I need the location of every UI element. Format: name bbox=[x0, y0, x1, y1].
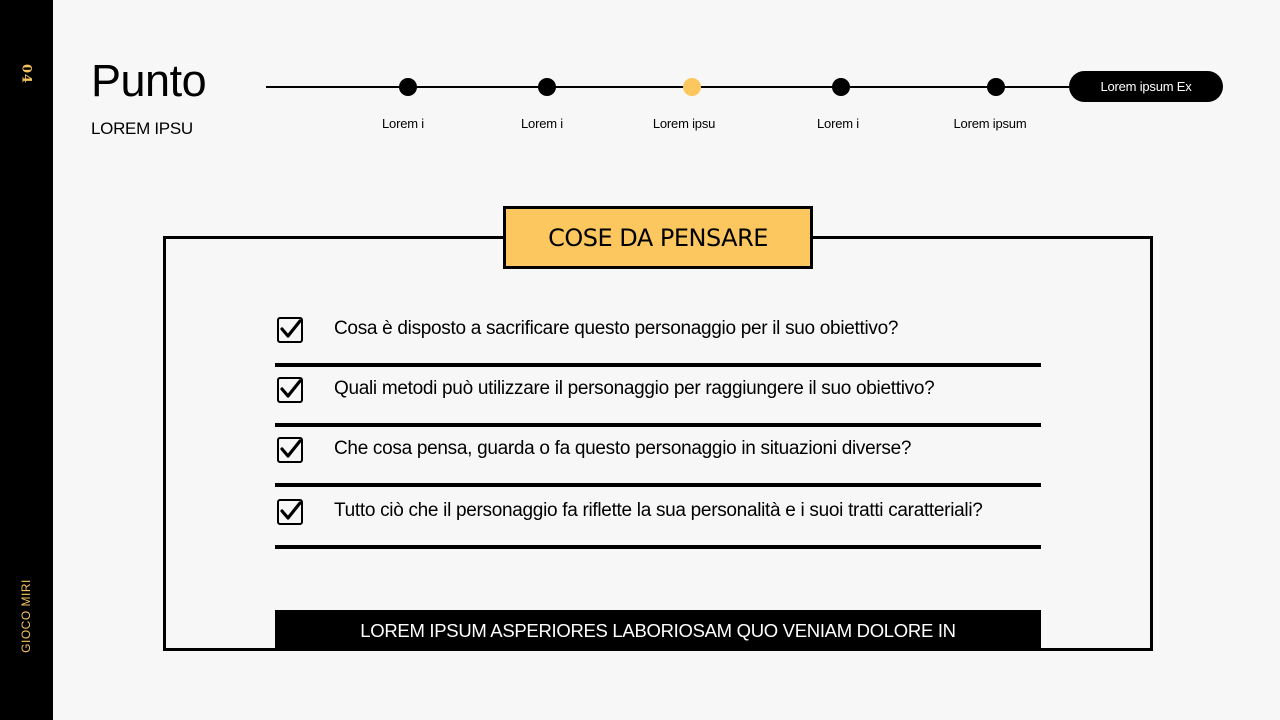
page-number: 04 bbox=[18, 63, 34, 85]
checkbox-checked-icon[interactable] bbox=[277, 377, 303, 403]
checklist-item bbox=[275, 487, 1041, 549]
checklist-item-text: Che cosa pensa, guarda o fa questo personaggio in situazioni diverse? bbox=[334, 438, 912, 459]
timeline-line bbox=[266, 86, 1086, 88]
timeline-step-1-label[interactable]: Lorem i bbox=[382, 116, 424, 131]
timeline-step-2-dot[interactable] bbox=[538, 78, 556, 96]
checklist-item-text: Cosa è disposto a sacrificare questo personaggio per il suo obiettivo? bbox=[334, 318, 899, 339]
checkbox-checked-icon[interactable] bbox=[277, 499, 303, 525]
timeline-step-5-label[interactable]: Lorem ipsum bbox=[953, 116, 1027, 131]
timeline-step-3-label[interactable]: Lorem ipsu bbox=[652, 116, 716, 131]
timeline-end-pill[interactable]: Lorem ipsum Ex bbox=[1069, 71, 1223, 102]
timeline-step-4-label[interactable]: Lorem i bbox=[817, 116, 859, 131]
page-subtitle: LOREM IPSU bbox=[91, 119, 193, 138]
checklist-item bbox=[275, 365, 1041, 427]
brand-label: GIOCO MIRI bbox=[19, 579, 33, 653]
timeline-step-4-dot[interactable] bbox=[832, 78, 850, 96]
checklist-item bbox=[275, 305, 1041, 367]
checkbox-checked-icon[interactable] bbox=[277, 317, 303, 343]
timeline-step-5-dot[interactable] bbox=[987, 78, 1005, 96]
page-title: Punto bbox=[91, 55, 207, 106]
panel-heading: COSE DA PENSARE bbox=[503, 206, 813, 269]
checklist-item-text: Quali metodi può utilizzare il personaggio per raggiungere il suo obiettivo? bbox=[334, 378, 935, 399]
timeline-step-3-dot-active[interactable] bbox=[683, 78, 701, 96]
checklist-item bbox=[275, 425, 1041, 487]
footer-banner: LOREM IPSUM ASPERIORES LABORIOSAM QUO VENIAM DOLORE IN bbox=[275, 610, 1041, 651]
checklist-item-text: Tutto ciò che il personaggio fa riflette la sua personalità e i suoi tratti caratteriali? bbox=[334, 500, 983, 521]
checkbox-checked-icon[interactable] bbox=[277, 437, 303, 463]
timeline-step-1-dot[interactable] bbox=[399, 78, 417, 96]
timeline-step-2-label[interactable]: Lorem i bbox=[521, 116, 563, 131]
sidebar bbox=[0, 0, 53, 720]
